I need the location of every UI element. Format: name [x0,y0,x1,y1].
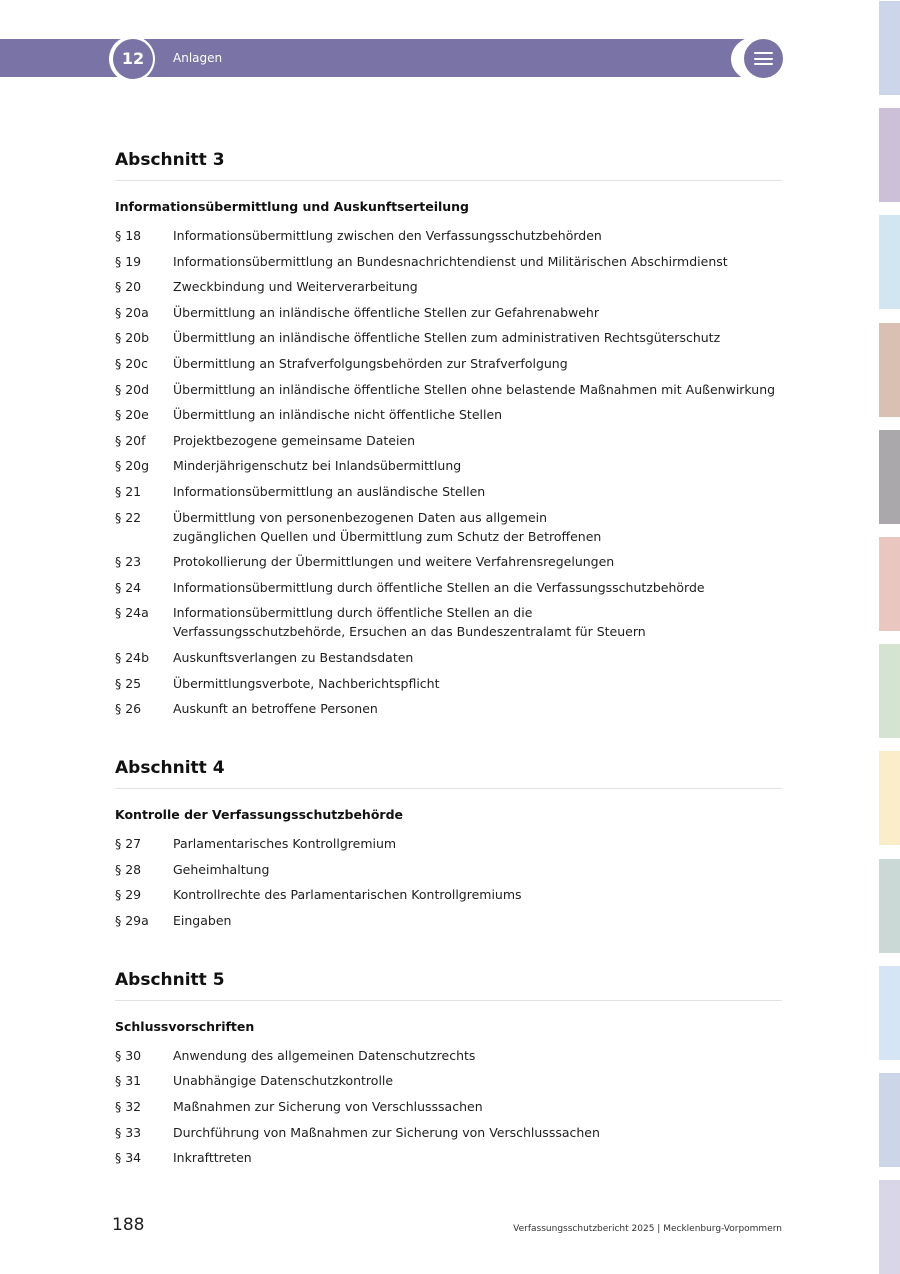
chapter-tab-1[interactable] [879,1,900,95]
chapter-tab-2[interactable] [879,108,900,202]
paragraph-title: Übermittlung von personenbezogenen Daten aus allgemein zugänglichen Quellen und Übermittlung zum Schutz der Betroffenen [173,509,602,544]
chapter-tab-3[interactable] [879,215,900,309]
paragraph-number: § 20e [115,407,149,423]
paragraph-number: § 29a [115,912,149,928]
chapter-number-badge: 12 [113,39,153,79]
entry-list [115,1046,782,1167]
page-number: 188 [112,1215,145,1235]
paragraph-title: Geheimhaltung [173,861,270,877]
paragraph-title: Informationsübermittlung an ausländische Stellen [173,483,486,499]
paragraph-title: Parlamentarisches Kontrollgremium [173,836,397,852]
paragraph-number: § 18 [115,228,142,243]
toc-entry [115,328,782,347]
chapter-tab-9[interactable] [879,859,900,953]
paragraph-number: § 22 [115,509,142,525]
paragraph-title: Informationsübermittlung durch öffentliche Stellen an die Verfassungsschutzbehörde [173,579,705,595]
chapter-tab-11[interactable] [879,1073,900,1167]
paragraph-number: § 23 [115,554,142,570]
paragraph-number: § 24b [115,649,150,665]
toc-entry [115,1097,782,1116]
section-divider [115,788,782,789]
toc-entry [115,405,782,424]
paragraph-title: Übermittlung an inländische öffentliche Stellen zur Gefahrenabwehr [173,304,599,320]
section [115,753,782,930]
table-of-contents [115,145,782,1202]
section [115,965,782,1167]
chapter-tab-10[interactable] [879,966,900,1060]
paragraph-title: Übermittlungsverbote, Nachberichtspflicht [173,675,440,691]
toc-entry [115,648,782,667]
chapter-tab-6[interactable] [879,537,900,631]
paragraph-number: § 28 [115,861,142,877]
menu-button[interactable] [744,39,783,78]
paragraph-number: § 20 [115,279,142,295]
paragraph-number: § 20g [115,458,150,474]
chapter-tab-12[interactable] [879,1180,900,1274]
paragraph-title: Eingaben [173,912,232,928]
paragraph-title: Maßnahmen zur Sicherung von Verschlusssachen [173,1099,483,1115]
paragraph-number: § 31 [115,1073,142,1089]
paragraph-title: Übermittlung an inländische nicht öffentliche Stellen [173,407,503,423]
paragraph-title: Übermittlung an inländische öffentliche Stellen zum administrativen Rechtsgüterschutz [173,330,721,346]
paragraph-title: Unabhängige Datenschutzkontrolle [173,1073,394,1089]
paragraph-title: Anwendung des allgemeinen Datenschutzrechts [173,1047,476,1063]
paragraph-number: § 25 [115,675,142,691]
toc-entry [115,303,782,322]
paragraph-number: § 30 [115,1047,142,1063]
toc-entry [115,674,782,693]
paragraph-title: Informationsübermittlung durch öffentliche Stellen an die Verfassungsschutzbehörde, Ersuchen an das Bundeszentralamt für Steuern [173,605,646,640]
toc-entry [115,1123,782,1142]
paragraph-title: Informationsübermittlung zwischen den Verfassungsschutzbehörden [173,228,602,243]
toc-entry [115,552,782,571]
toc-entry [115,354,782,373]
entry-list [115,226,782,718]
paragraph-title: Übermittlung an Strafverfolgungsbehörden zur Strafverfolgung [173,355,568,371]
paragraph-title: Durchführung von Maßnahmen zur Sicherung von Verschlusssachen [173,1124,600,1140]
toc-entry [115,277,782,296]
toc-entry [115,482,782,501]
toc-entry [115,431,782,450]
paragraph-title: Protokollierung der Übermittlungen und weitere Verfahrensregelungen [173,554,615,570]
paragraph-title: Informationsübermittlung an Bundesnachrichtendienst und Militärischen Abschirmdienst [173,253,728,269]
toc-entry [115,456,782,475]
section-subtitle: Kontrolle der Verfassungsschutzbehörde [115,807,403,823]
toc-entry [115,603,782,641]
paragraph-title: Zweckbindung und Weiterverarbeitung [173,279,418,295]
chapter-tab-5[interactable] [879,430,900,524]
toc-entry [115,252,782,271]
chapter-tab-4[interactable] [879,323,900,417]
paragraph-number: § 20b [115,330,150,346]
section [115,145,782,718]
paragraph-number: § 26 [115,701,142,717]
section-title: Abschnitt 4 [115,758,225,779]
paragraph-title: Minderjährigenschutz bei Inlandsübermittlung [173,458,462,474]
paragraph-number: § 24a [115,605,149,621]
section-subtitle: Informationsübermittlung und Auskunftserteilung [115,199,470,214]
paragraph-number: § 20c [115,355,149,371]
paragraph-number: § 27 [115,836,142,852]
toc-entry [115,508,782,546]
section-divider [115,180,782,181]
entry-list [115,834,782,930]
chapter-tab-8[interactable] [879,751,900,845]
paragraph-number: § 20d [115,381,150,397]
section-subtitle: Schlussvorschriften [115,1018,255,1034]
toc-entry [115,1046,782,1065]
paragraph-number: § 20a [115,304,149,320]
section-divider [115,1000,782,1001]
paragraph-number: § 29 [115,887,142,903]
toc-entry [115,699,782,718]
paragraph-title: Auskunftsverlangen zu Bestandsdaten [173,649,414,665]
paragraph-number: § 19 [115,253,142,269]
paragraph-title: Übermittlung an inländische öffentliche Stellen ohne belastende Maßnahmen mit Außenwirkung [173,381,776,397]
section-title: Abschnitt 5 [115,969,225,990]
toc-entry [115,860,782,879]
paragraph-number: § 21 [115,483,142,499]
section-title: Abschnitt 3 [115,150,225,170]
publication-footer: Verfassungsschutzbericht 2025 | Mecklenburg-Vorpommern [513,1224,782,1234]
toc-entry [115,1148,782,1167]
paragraph-title: Projektbezogene gemeinsame Dateien [173,432,416,448]
paragraph-number: § 33 [115,1124,142,1140]
paragraph-title: Kontrollrechte des Parlamentarischen Kontrollgremiums [173,887,522,903]
toc-entry [115,380,782,399]
chapter-tab-7[interactable] [879,644,900,738]
paragraph-title: Inkrafttreten [173,1150,252,1166]
paragraph-number: § 34 [115,1150,142,1166]
chapter-title: Anlagen [173,51,223,65]
paragraph-number: § 24 [115,579,142,595]
paragraph-title: Auskunft an betroffene Personen [173,701,378,717]
toc-entry [115,226,782,245]
toc-entry [115,1071,782,1090]
chapter-side-tabs [879,0,900,1272]
toc-entry [115,834,782,853]
paragraph-number: § 20f [115,432,146,448]
toc-entry [115,911,782,930]
toc-entry [115,885,782,904]
toc-entry [115,578,782,597]
paragraph-number: § 32 [115,1099,142,1115]
